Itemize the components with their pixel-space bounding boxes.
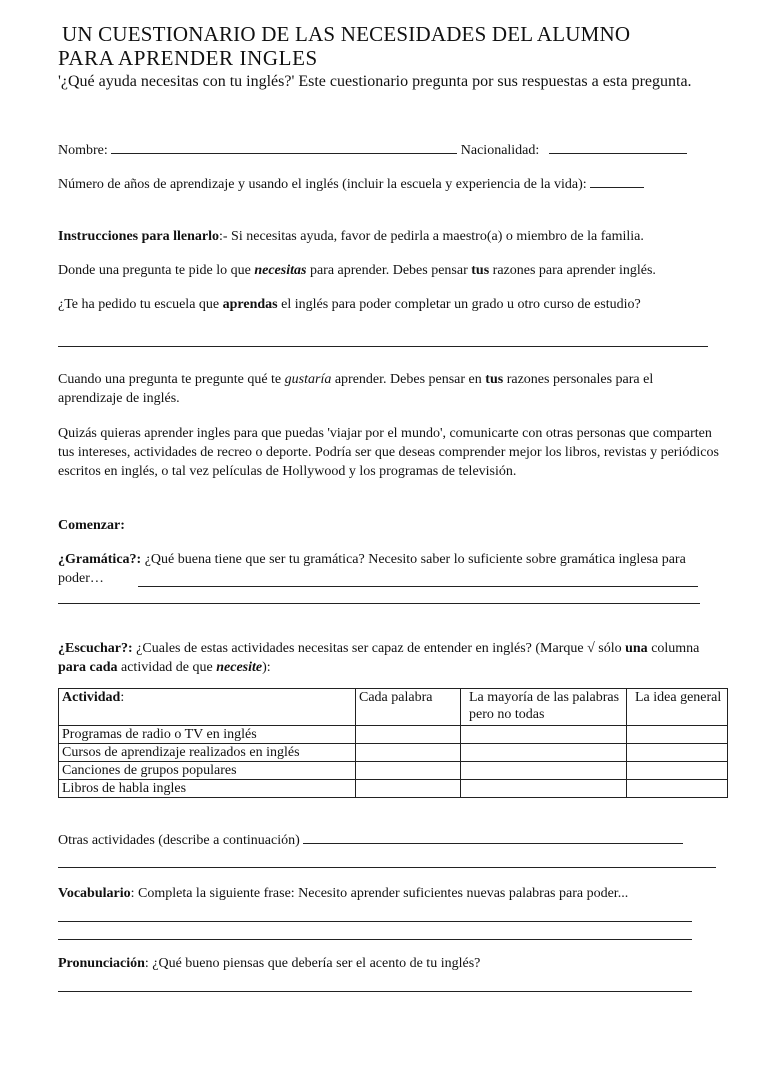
row-cell-cada[interactable]	[356, 780, 461, 798]
row-cell-mayoria[interactable]	[461, 762, 627, 780]
escuela-text-2: el inglés para poder completar un grado u otro curso de estudio?	[277, 297, 641, 312]
row-activity-label: Programas de radio o TV en inglés	[59, 726, 356, 744]
header-mayoria: La mayoría de las palabras pero no todas	[461, 689, 627, 726]
row-cell-cada[interactable]	[356, 744, 461, 762]
row-cell-mayoria[interactable]	[461, 780, 627, 798]
row-activity-label: Cursos de aprendizaje realizados en inglés	[59, 744, 356, 762]
escuela-answer-line[interactable]	[58, 346, 708, 347]
escuchar-text-1: ¿Cuales de estas actividades necesitas ser capaz de entender en inglés? (Marque √ sólo	[132, 641, 626, 656]
activities-table	[58, 688, 728, 798]
activities-table-wrap	[58, 688, 720, 798]
escuela-question	[58, 295, 720, 314]
escuchar-heading: ¿Escuchar?:	[58, 641, 133, 656]
escuchar-text-3: actividad de que	[117, 660, 217, 675]
escuela-text-1: ¿Te ha pedido tu escuela que	[58, 297, 223, 312]
escuela-emph: aprendas	[222, 297, 278, 312]
otras-actividades-row	[58, 830, 720, 850]
table-header-row	[59, 689, 728, 726]
table-row	[59, 744, 728, 762]
necesitas-emph: necesitas	[254, 263, 307, 278]
nombre-field[interactable]	[111, 140, 457, 154]
escuchar-emph-2: para cada	[58, 660, 118, 675]
escuchar-text-2: columna	[647, 641, 700, 656]
comenzar	[58, 516, 720, 535]
gustaria-emph: gustaría	[284, 372, 332, 387]
header-actividad-colon: :	[120, 690, 125, 705]
vocabulario-heading: Vocabulario	[58, 886, 131, 901]
gramatica-answer-line-1[interactable]	[138, 586, 698, 587]
title-line-1: UN CUESTIONARIO DE LAS NECESIDADES DEL ALUMNO	[62, 22, 631, 46]
row-cell-cada[interactable]	[356, 762, 461, 780]
anios-label: Número de años de aprendizaje y usando el inglés (incluir la escuela y experiencia de la vida):	[58, 177, 587, 192]
intro-text: '¿Qué ayuda necesitas con tu inglés?' Este cuestionario pregunta por sus respuestas a esta pregunta.	[58, 73, 692, 90]
title	[58, 22, 720, 70]
escuchar-text-4: ):	[262, 660, 271, 675]
instrucciones-heading: Instrucciones para llenarlo	[58, 229, 219, 244]
nacionalidad-label: Nacionalidad:	[460, 143, 540, 158]
gramatica-answer-line-2[interactable]	[58, 603, 700, 604]
gustaria-paragraph	[58, 370, 720, 408]
years-row	[58, 174, 720, 194]
row-cell-idea[interactable]	[627, 762, 728, 780]
necesitas-emph-2: tus	[471, 263, 490, 278]
escuchar-emph-1: una	[625, 641, 648, 656]
quizas-paragraph	[58, 424, 720, 481]
instrucciones-text: :- Si necesitas ayuda, favor de pedirla a maestro(a) o miembro de la familia.	[219, 229, 644, 244]
pronunciacion-answer-line[interactable]	[58, 991, 692, 992]
gramatica-text: ¿Qué buena tiene que ser tu gramática? Necesito saber lo suficiente sobre gramática inglesa para poder…	[58, 552, 686, 586]
row-cell-idea[interactable]	[627, 726, 728, 744]
row-cell-mayoria[interactable]	[461, 744, 627, 762]
name-nationality-row	[58, 140, 720, 160]
instructions	[58, 227, 720, 246]
title-line-2: PARA APRENDER INGLES	[58, 46, 318, 70]
vocabulario-answer-line-1[interactable]	[58, 921, 692, 922]
questionnaire-page	[58, 22, 722, 971]
table-row	[59, 726, 728, 744]
header-actividad-label: Actividad	[62, 690, 121, 705]
gustaria-text-3: razones personales para el aprendizaje de inglés.	[58, 372, 654, 406]
quizas-text: Quizás quieras aprender ingles para que puedas 'viajar por el mundo', comunicarte con otras personas que comparten tus intereses, actividades de recreo o deporte. Podría ser que deseas comprender mejor los libros, revistas y periódicos escritos en inglés, o tal vez películas de Hollywood y los programas de televisión.	[58, 426, 719, 479]
gramatica-question	[58, 550, 720, 588]
row-activity-label: Libros de habla ingles	[59, 780, 356, 798]
table-row	[59, 780, 728, 798]
row-cell-idea[interactable]	[627, 780, 728, 798]
row-cell-idea[interactable]	[627, 744, 728, 762]
vocabulario-text: : Completa la siguiente frase: Necesito aprender suficientes nuevas palabras para poder...	[130, 886, 629, 901]
otras-field[interactable]	[303, 830, 683, 844]
table-row	[59, 762, 728, 780]
gramatica-heading: ¿Gramática?:	[58, 552, 142, 567]
necesitas-text-2: para aprender. Debes pensar	[306, 263, 472, 278]
necesitas-text-3: razones para aprender inglés.	[489, 263, 656, 278]
pronunciacion-question	[58, 954, 720, 973]
pronunciacion-heading: Pronunciación	[58, 956, 145, 971]
header-actividad	[59, 689, 356, 726]
otras-answer-line[interactable]	[58, 867, 716, 868]
vocabulario-answer-line-2[interactable]	[58, 939, 692, 940]
gustaria-text-2: aprender. Debes pensar en	[331, 372, 486, 387]
gustaria-text-1: Cuando una pregunta te pregunte qué te	[58, 372, 285, 387]
row-cell-cada[interactable]	[356, 726, 461, 744]
vocabulario-question	[58, 884, 720, 903]
otras-label: Otras actividades (describe a continuación)	[58, 833, 300, 848]
necesitas-paragraph	[58, 261, 720, 280]
comenzar-heading: Comenzar:	[58, 518, 125, 533]
escuchar-emph-3: necesite	[216, 660, 263, 675]
row-activity-label: Canciones de grupos populares	[59, 762, 356, 780]
pronunciacion-text: : ¿Qué bueno piensas que debería ser el acento de tu inglés?	[144, 956, 481, 971]
header-idea-general: La idea general	[627, 689, 728, 726]
necesitas-text-1: Donde una pregunta te pide lo que	[58, 263, 255, 278]
escuchar-question	[58, 639, 720, 677]
row-cell-mayoria[interactable]	[461, 726, 627, 744]
nombre-label: Nombre:	[58, 143, 108, 158]
nacionalidad-field[interactable]	[549, 140, 687, 154]
anios-field[interactable]	[590, 174, 644, 188]
header-cada-palabra: Cada palabra	[356, 689, 461, 726]
gustaria-emph-2: tus	[485, 372, 504, 387]
